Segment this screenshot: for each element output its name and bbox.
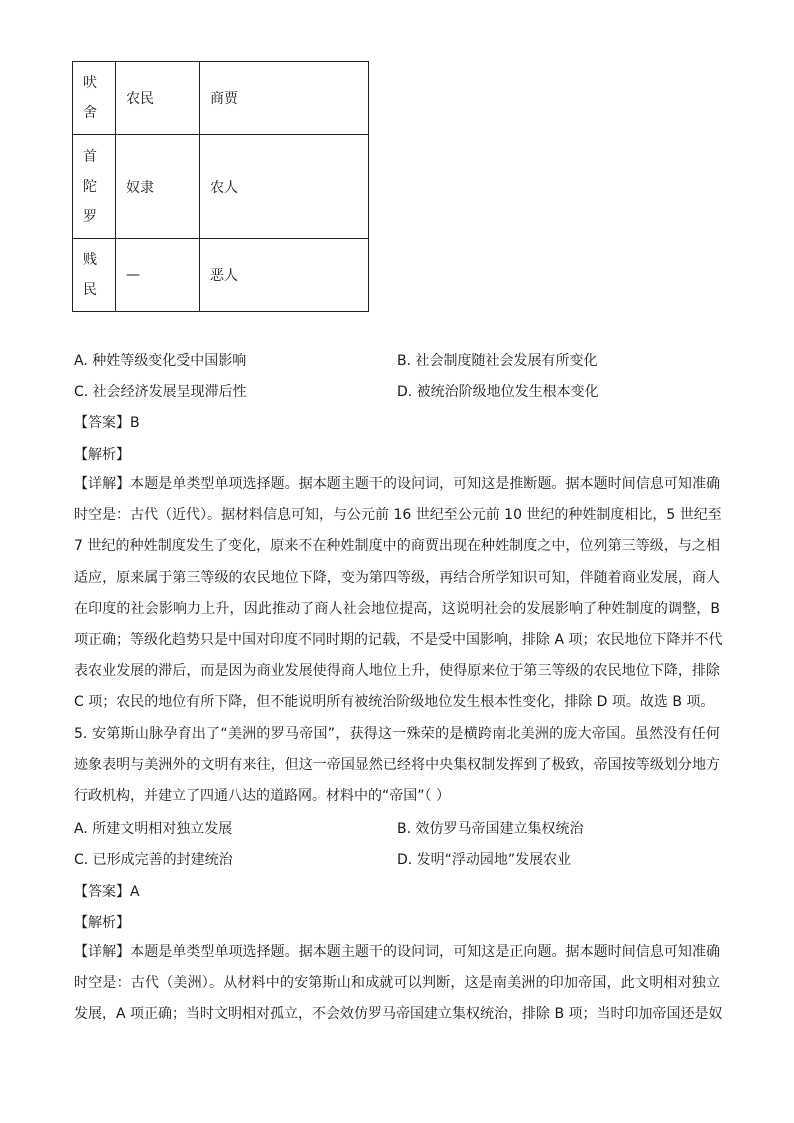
option-c: C. 社会经济发展呈现滞后性 [74, 384, 247, 400]
table-cell: 商贾 [200, 62, 369, 135]
answer-label: 【答案】B [74, 415, 140, 431]
question-stem: 5. 安第斯山脉孕育出了“美洲的罗马帝国”，获得这一殊荣的是横跨南北美洲的庞大帝国。虽然没有任何 迹象表明与美洲外的文明有来往，但这一帝国显然已经将中央集权制发挥到了极致，帝国按等级划分地方 行政机构，并建立了四通八达的道路网。材料中的“帝国”（ ） [74, 726, 720, 805]
analysis-label: 【解析】 [74, 915, 130, 931]
option-b: B. 社会制度随社会发展有所变化 [397, 353, 598, 369]
caste-name-cell: 贱 民 [73, 239, 116, 312]
detail-paragraph: 【详解】本题是单类型单项选择题。据本题主题干的设问词，可知这是推断题。据本题时间信息可知准确 时空是：古代（近代）。据材料信息可知，与公元前 16 世纪至公元前 10 世纪的种姓制度相比，5 世纪至 7 世纪的种姓制度发生了变化，原来不在种姓制度中的商贾出现在种姓制度之中，位列第三等级，与之相 适应，原来属于第三等级的农民地位下降，变为第四等级，再结合所学知识可知，伴随着商业发展，商人 在印度的社会影响力上升，因此推动了商人社会地位提高，这说明社会的发展影响了种姓制度的调整，B 项正确；等级化趋势只是中国对印度不同时期的记载，不是受中国影响，排除 A 项；农民地位下降并不代 表农业发展的滞后，而是因为商业发展使得商人地位上升，使得原来位于第三等级的农民地位下降，排除 C 项；农民的地位有所下降，但不能说明所有被统治阶级地位发生根本性变化，排除 D 项。故选 B 项。 [74, 476, 723, 711]
table-cell: 农人 [200, 135, 369, 239]
caste-name-cell: 首 陀 罗 [73, 135, 116, 239]
table-row [73, 62, 369, 135]
table-cell: 农民 [116, 62, 200, 135]
caste-table [72, 61, 369, 312]
table-cell: 恶人 [200, 239, 369, 312]
table-row [73, 239, 369, 312]
table-row [73, 135, 369, 239]
option-d: D. 被统治阶级地位发生根本变化 [397, 384, 599, 400]
detail-paragraph: 【详解】本题是单类型单项选择题。据本题主题干的设问词，可知这是正向题。据本题时间信息可知准确 时空是：古代（美洲）。从材料中的安第斯山和成就可以判断，这是南美洲的印加帝国，此文明相对独立 发展，A 项正确；当时文明相对孤立，不会效仿罗马帝国建立集权统治，排除 B 项；当时印加帝国还是奴 [74, 944, 723, 1023]
table-cell: 奴隶 [116, 135, 200, 239]
caste-name-cell: 吠 舍 [73, 62, 116, 135]
option-d: D. 发明“浮动园地”发展农业 [397, 852, 572, 868]
analysis-label: 【解析】 [74, 447, 130, 463]
option-b: B. 效仿罗马帝国建立集权统治 [397, 821, 584, 837]
option-a: A. 种姓等级变化受中国影响 [74, 353, 247, 369]
answer-label: 【答案】A [74, 884, 140, 900]
table-cell: — [116, 239, 200, 312]
option-a: A. 所建文明相对独立发展 [74, 821, 233, 837]
option-c: C. 已形成完善的封建统治 [74, 852, 233, 868]
